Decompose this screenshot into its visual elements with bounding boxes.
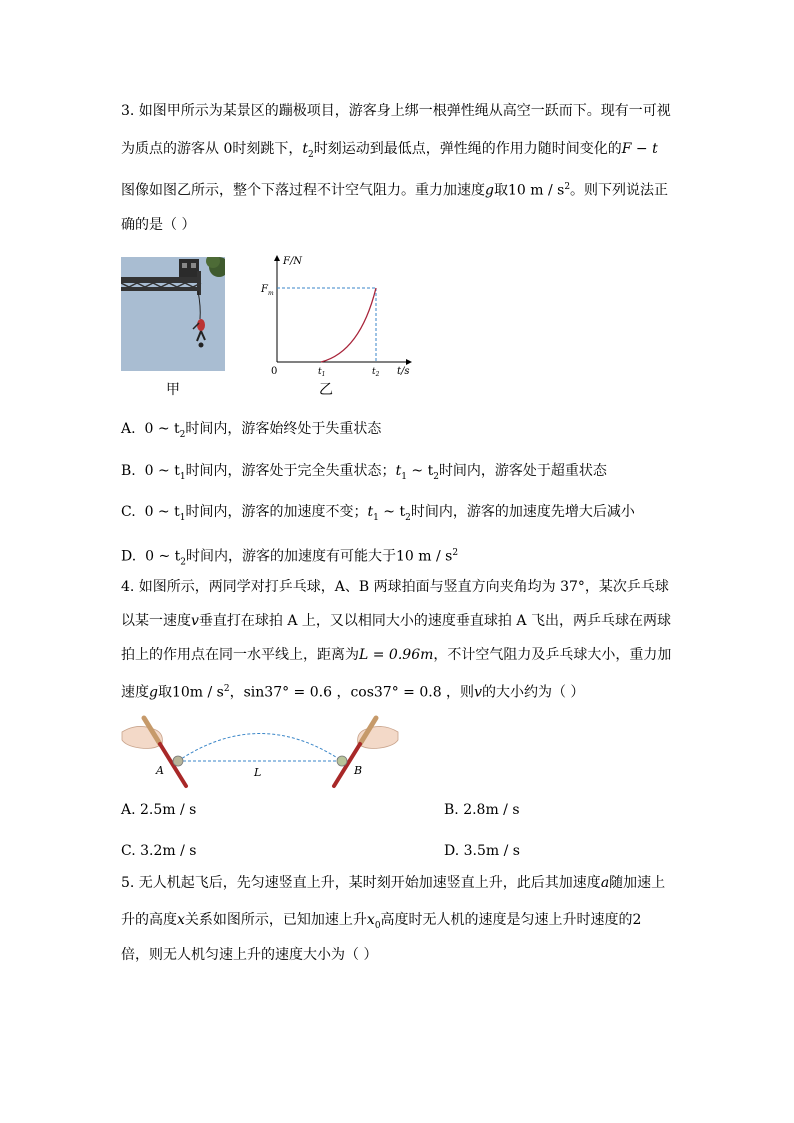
- origin-label: 0: [271, 366, 278, 377]
- q4-option-b[interactable]: B. 2.8m / s: [444, 802, 520, 818]
- force-curve: [321, 288, 376, 362]
- truss-beam: [121, 277, 201, 283]
- bungee-illustration: [121, 257, 225, 371]
- q4-option-d[interactable]: D. 3.5m / s: [444, 843, 520, 859]
- q4-option-a[interactable]: A. 2.5m / s: [121, 802, 197, 818]
- q5-line-2: 升的高度x关系如图所示，已知加速上升$x_0$高度时无人机的速度是匀速上升时速度的2: [121, 912, 642, 931]
- q4-option-c[interactable]: C. 3.2m / s: [121, 843, 197, 859]
- q4-line-1: 4. 如图所示，两同学对打乒乓球，A、B 两球拍面与竖直方向夹角均为 37°，某次乒乓球: [121, 579, 669, 595]
- ball-b: [337, 756, 347, 766]
- q3-line-2: 为质点的游客从 0时刻跳下，$t_2$时刻运动到最低点，弹性绳的作用力随时间变化的F − t: [121, 141, 658, 160]
- q3-line-1: 3. 如图甲所示为某景区的蹦极项目，游客身上绑一根弹性绳从高空一跃而下。现有一可视: [121, 103, 671, 119]
- fig-label-yi: 乙: [319, 382, 333, 398]
- q3-line-4: 确的是（ ）: [121, 217, 196, 233]
- ping-pong-figure: [120, 712, 400, 790]
- q4-line-3: 拍上的作用点在同一水平线上，距离为L = 0.96m，不计空气阻力及乒乓球大小，重力加: [121, 647, 672, 663]
- x-axis-label: t/s: [397, 366, 410, 377]
- q5-line-3: 倍，则无人机匀速上升的速度大小为（ ）: [121, 947, 378, 963]
- q3-option-d[interactable]: D. 0 ~ $t_2$时间内，游客的加速度有可能大于10 m / $s^2$: [121, 548, 459, 568]
- q5-line-1: 5. 无人机起飞后，先匀速竖直上升，某时刻开始加速竖直上升，此后其加速度a随加速上: [121, 875, 666, 891]
- bungee-photo: [121, 257, 225, 371]
- q3-option-c[interactable]: C. 0 ~ $t_1$时间内，游客的加速度不变；$t_1$ ~ $t_2$时间内，游客的加速度先增大后减小: [121, 504, 635, 523]
- q3-option-a[interactable]: A. 0 ~ $t_2$时间内，游客始终处于失重状态: [121, 421, 382, 440]
- t2-label: $t_2$: [372, 367, 380, 378]
- label-l: L: [254, 766, 262, 779]
- fm-label: $F_m$: [261, 284, 274, 297]
- label-b: B: [354, 764, 363, 777]
- q4-line-4: 速度g取$10m / s^2$，sin37° = 0.6 ，cos37° = 0.8 ，则v的大小约为（ ）: [121, 684, 585, 701]
- y-axis-label: F/N: [283, 256, 303, 267]
- ball-trajectory: [178, 734, 342, 762]
- t1-label: $t_1$: [318, 367, 326, 378]
- label-a: A: [156, 764, 164, 777]
- fig-label-jia: 甲: [166, 382, 180, 398]
- ball-a: [173, 756, 183, 766]
- q3-line-3: 图像如图乙所示，整个下落过程不计空气阻力。重力加速度g取10 m / $s^2$。则下列说法正: [121, 182, 669, 199]
- q3-option-b[interactable]: B. 0 ~ $t_1$时间内，游客处于完全失重状态；$t_1$ ~ $t_2$时间内，游客处于超重状态: [121, 463, 607, 482]
- q4-line-2: 以某一速度v垂直打在球拍 A 上，又以相同大小的速度垂直球拍 A 飞出，两乒乓球在两球: [121, 613, 671, 629]
- force-time-graph: [255, 252, 415, 378]
